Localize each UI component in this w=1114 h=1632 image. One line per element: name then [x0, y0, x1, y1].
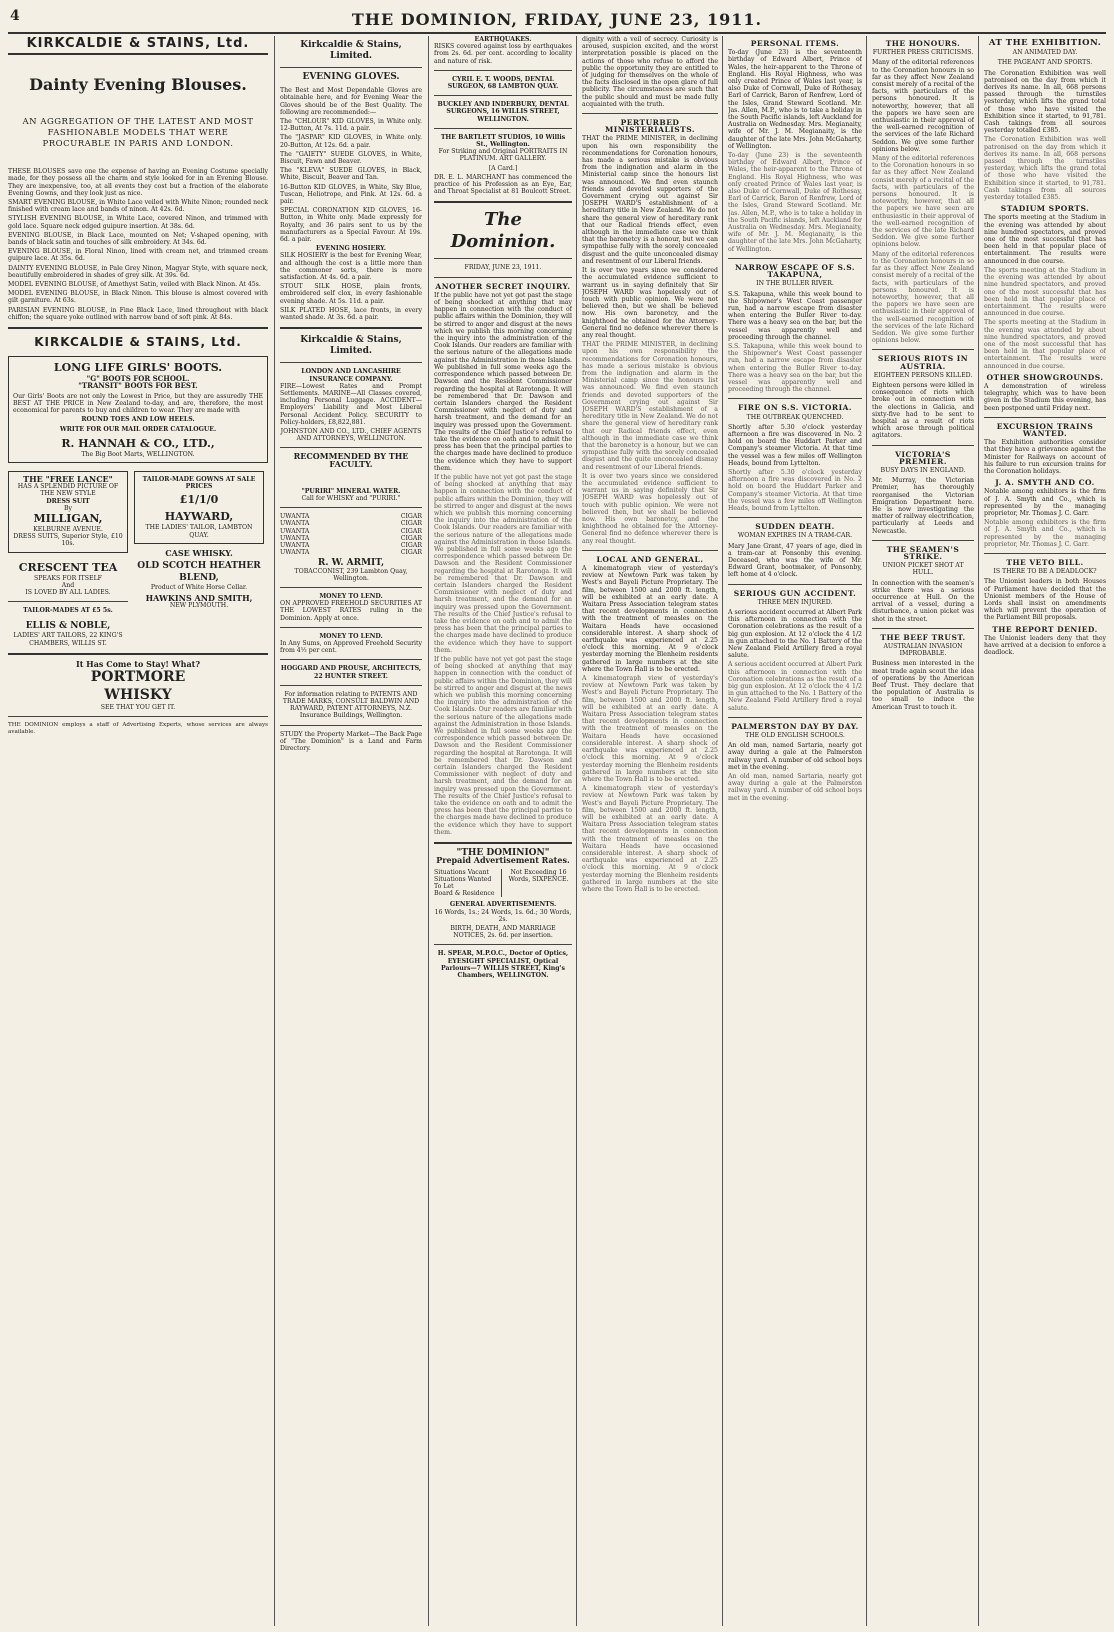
- kirkcaldie-brand: KIRKCALDIE & STAINS, Ltd.: [26, 36, 250, 51]
- rates-table: [434, 869, 572, 898]
- columns: [8, 36, 1106, 1626]
- blouses-intro: AN AGGREGATION OF THE LATEST AND MOST FASHIONABLE MODELS THAT WERE PROCURABLE IN PARIS AND LONDON.: [22, 117, 254, 150]
- whisky: WHISKY: [104, 686, 172, 703]
- riots-sub: EIGHTEEN PERSONS KILLED.: [873, 371, 973, 379]
- divider: [280, 67, 422, 68]
- crescent-ad: [8, 561, 128, 597]
- beef-sub: AUSTRALIAN INVASION IMPROBABLE.: [883, 643, 963, 658]
- pageant-body: The Coronation Exhibition was well patronised on the day from which it derives its name. In all, 668 persons passed through the turnstiles yesterday, which lifts the grand total of those who have visited the Exhibition since it started, to 91,781. Cash takings from all sources yesterday totalled £385.: [984, 136, 1106, 202]
- blouse-item: DAINTY EVENING BLOUSE, in Pale Grey Ninon, Magyar Style, with square neck, beautifully embroidered in shades of grey silk. At 39s. 6d.: [8, 264, 268, 279]
- column-4: [582, 36, 718, 1626]
- ellis-sub: LADIES' ART TAILORS, 22 KING'S CHAMBERS, WILLIS ST.: [13, 632, 123, 647]
- boots-firm: R. HANNAH & CO., LTD.,: [61, 436, 215, 450]
- armit-sub: TOBACCONIST, 239 Lambton Quay, Wellington.: [294, 567, 408, 582]
- personal-body: To-day (June 23) is the seventeenth birthday of Edward Albert, Prince of Wales, the heir-apparent to the Throne of England. His Royal Highness, who was only created Prince of Wales last year, is also Duke of Cornwall, Duke of Rothesay, Earl of Carrick, Baron of Renfrew, Lord of the Isles, Grand Steward Scotland. Mr. Jas. Allen, M.P., who is to take a holiday in the South Pacific islands, left Auckland for Australia on Wednesday. Mrs. Megianaity, wife of Mr. J. M. Megianaity, is the daughter of the late Mrs. John McGaharty, of Wellington.: [728, 152, 862, 253]
- see-that-you-get: SEE THAT YOU GET IT.: [100, 703, 176, 711]
- divider: [872, 349, 974, 350]
- divider: [280, 327, 422, 329]
- scotch: OLD SCOTCH HEATHER BLEND,: [137, 560, 261, 583]
- cigar-label: CIGAR: [400, 534, 422, 542]
- local-body: A kinematograph view of yesterday's review at Newtown Park was taken by West's and Bayeli Picture Proprietary. The film, between 1500 and 2000 ft. length, will be exhibited at an early date. A Waitara Press Association telegram states that recent developments in connection with the treatment of measles on the Waitara Heads have occasioned considerable interest. A sharp shock of earthquake was experienced at 2.25 o'clock this morning. At 9 o'clock yesterday morning the Blenheim residents gathered in large numbers at the site where the Town Hall is to be erected.: [582, 565, 718, 673]
- marchant: DR. E. L. MARCHANT has commenced the practice of his Profession as an Eye, Ear, and Throat Specialist at 81 Boulcott Street.: [434, 173, 572, 196]
- column-7: [984, 36, 1106, 1626]
- column-rule: [866, 36, 867, 1626]
- seamen-body: In connection with the seamen's strike there was a serious occurrence at Hull. On the arrival of a vessel, during a disturbance, a union picket was shot in the street.: [872, 579, 974, 623]
- rates-sub: Prepaid Advertisement Rates.: [436, 855, 570, 866]
- blouse-item: STYLISH EVENING BLOUSE, in White Lace, covered Ninon, and trimmed with gold lace. Square neck edged guipure insertion. At 38s. 6d.: [8, 215, 268, 230]
- milligan-address: KELBURNE AVENUE.: [33, 525, 103, 533]
- glove-item: The "GAIETY" SUEDE GLOVES, in White, Biscuit, Fawn and Beaver.: [280, 150, 422, 166]
- divider: [728, 517, 862, 518]
- boots-sub-1: "G" BOOTS FOR SCHOOL.: [86, 374, 190, 384]
- tailor-title: TAILOR-MADE GOWNS AT SALE PRICES: [142, 475, 256, 491]
- divider: [728, 717, 862, 718]
- dentist-1: CYRIL E. T. WOODS, DENTAL SURGEON, 68 LAMBTON QUAY.: [447, 75, 559, 91]
- divider: [8, 601, 128, 602]
- glove-item: The "KLEVA" SUEDE GLOVES, in Black, White, Biscuit, Beaver and Tan.: [280, 167, 422, 182]
- column-6: [872, 36, 974, 1626]
- footnote: THE DOMINION employs a staff of Advertising Experts, whose services are always available.: [8, 722, 268, 735]
- blouse-item: EVENING BLOUSE, in Black Lace, mounted on Net; V-shaped opening, with bands of black satin and touches of silk embroidery. At 34s. 6d.: [8, 231, 268, 247]
- divider: [434, 944, 572, 945]
- stadium-body: The sports meeting at the Stadium in the evening was attended by about nine hundred spectators, and proved one of the most successful that has been held in that popular place of entertainment. The results were announced in due course.: [984, 214, 1106, 265]
- stadium-body: The sports meeting at the Stadium in the evening was attended by about nine hundred spectators, and proved one of the most successful that has been held in that popular place of entertainment. The results were announced in due course.: [984, 266, 1106, 318]
- kirkcaldie-brand-4: Kirkcaldie & Stains, Limited.: [300, 335, 402, 357]
- rate-item: To Let: [434, 882, 454, 890]
- come-to-stay: It Has Come to Stay! What?: [75, 658, 201, 669]
- freelance-body: HAS A SPLENDID PICTURE OF THE NEW STYLE: [17, 483, 119, 498]
- divider: [728, 258, 862, 259]
- dominion-nameplate: The Dominion.: [450, 209, 556, 253]
- divider: [434, 277, 572, 278]
- divider: [280, 659, 422, 660]
- recommended: RECOMMENDED BY THE FACULTY.: [293, 451, 409, 469]
- honours-body: Many of the editorial references to the Coronation honours in so far as they affect New Zealand consist merely of a recital of the facts, with particulars of the persons honoured. It is noteworthy, however, that all the papers we have seen are enthusiastic in their approval of the well-earned recognition of the services of the late Richard Seddon. We give some further opinions below.: [872, 59, 974, 153]
- perturbed-heading: PERTURBED MINISTERIALISTS.: [605, 118, 695, 135]
- perturbed-body-2: It is over two years since we considered the accumulated evidence sufficient to warrant us in saying definitely that Sir JOSEPH WARD was hopelessly out of touch with public opinion. We were not believed then, but we shall be believed now. His own baronetcy, and the knighthood he obtained for the Attorney-General find no defence wherever there is any real thought.: [582, 472, 718, 545]
- crescent-sub-2: And: [61, 581, 75, 589]
- blouse-item: EVENING BLOUSE, in Floral Ninon, lined with cream net, and trimmed cream guipure lace. At 35s. 6d.: [8, 248, 268, 263]
- cigar-label: CIGAR: [400, 549, 422, 557]
- crescent-sub-1: SPEAKS FOR ITSELF: [34, 574, 102, 582]
- insurance-body: FIRE—Lowest Rates and Prompt Settlements. MARINE—All Classes covered, including Personal Luggage. ACCIDENT—Employers' Liability and Most Liberal Personal Accident Policy. SECURITY to Policy-holders, £8,822,881.: [280, 382, 422, 426]
- excursion-body: The Exhibition authorities consider that they have a grievance against the Minister for Railways on account of his failure to run excursion trains for the Coronation holidays.: [984, 439, 1106, 475]
- insurance-agents: JOHNSTON AND CO., LTD., CHIEF AGENTS AND ATTORNEYS, WELLINGTON.: [280, 427, 422, 443]
- puriri-call: Call for WHISKY and "PURIRI.": [301, 494, 401, 502]
- blouse-item: MODEL EVENING BLOUSE, in Black Ninon. This blouse is almost covered with gilt garniture. At 63s.: [8, 290, 268, 305]
- divider: [984, 553, 1106, 554]
- studios: THE BARTLETT STUDIOS, 10 Willis St., Wellington.: [440, 133, 566, 149]
- newspaper-title: THE DOMINION, FRIDAY, JUNE 23, 1911.: [351, 9, 763, 29]
- crescent-sub-3: IS LOVED BY ALL LADIES.: [25, 588, 111, 596]
- honours-body: Many of the editorial references to the Coronation honours in so far as they affect New Zealand consist merely of a recital of the facts, with particulars of the persons honoured. It is noteworthy, however, that all the papers we have seen are enthusiastic in their approval of the well-earned recognition of the services of the late Richard Seddon. We give some further opinions below.: [872, 250, 974, 345]
- smyth-heading: J. A. SMYTH AND CO.: [995, 478, 1095, 488]
- column-5: [728, 36, 862, 1626]
- exhibition-sub: AN ANIMATED DAY.: [1012, 49, 1078, 57]
- editorial-body: If the public have not yet got past the stage of being shocked at anything that may happen in connection with the conduct of public affairs within the Dominion, they will be stirred to anger and disgust at the news which we publish this morning concerning the inquiry into the administration of the Cook Islands. Our readers are familiar with the serious nature of the allegations made against the Administration in those Islands. We published in full some weeks ago the correspondence which passed between Dr. Dawson and the Resident Commissioner regarding the hospital at Rarotonga. It will be remembered that Dr. Dawson and certain Islanders charged the Resident Commissioner with neglect of duty and harsh treatment, and the demand for an inquiry was pressed upon the Government. The results of the Chief Justice's refusal to take the evidence on oath and to admit the press has been that the principal parties to the charges made have declined to produce the evidence which they have to support them.: [434, 291, 572, 472]
- money-heading: MONEY TO LEND.: [319, 592, 383, 600]
- fire-heading: FIRE ON S.S. VICTORIA.: [737, 403, 853, 413]
- column-rule: [576, 36, 577, 1626]
- divider: [280, 725, 422, 726]
- gun-heading: SERIOUS GUN ACCIDENT.: [733, 588, 857, 598]
- divider: [434, 842, 572, 844]
- column-rule: [274, 36, 275, 1626]
- insurance-heading: LONDON AND LANCASHIRE INSURANCE COMPANY.: [301, 368, 401, 383]
- small-ads-row: [8, 467, 268, 647]
- cigar-label: CIGAR: [400, 541, 422, 549]
- uwanta-label: UWANTA: [280, 527, 310, 535]
- divider: [582, 113, 718, 114]
- fire-sub: THE OUTBREAK QUENCHED.: [746, 413, 844, 421]
- boots-catalogue: WRITE FOR OUR MAIL ORDER CATALOGUE.: [59, 426, 217, 434]
- divider: [8, 327, 268, 329]
- hayward: HAYWARD,: [164, 510, 234, 524]
- divider: [280, 507, 422, 508]
- small-ads-right: [134, 467, 264, 647]
- report-body: The Unionist leaders deny that they have arrived at a decision to enforce a deadlock.: [984, 634, 1106, 657]
- rate-item: Situations Vacant: [434, 868, 489, 876]
- takapuna-body: S.S. Takapuna, while this week bound to the Shipowner's West Coast passenger run, had a narrow escape from disaster when entering the Buller River to-day. There was a heavy sea on the bar, but the vessel was apparently well and proceeding through the channel.: [728, 342, 862, 394]
- hosiery-item: STOUT SILK HOSE, plain fronts, embroidered self clox, in every fashionable evening shade. At 5s. 11d. a pair.: [280, 283, 422, 305]
- other-heading: OTHER SHOWGROUNDS.: [986, 372, 1104, 382]
- uwanta-label: UWANTA: [280, 549, 310, 557]
- uwanta-label: UWANTA: [280, 534, 310, 542]
- uwanta-label: UWANTA: [280, 513, 310, 521]
- dentist-2: BUCKLEY AND INDERBURY, DENTAL SURGEONS, 16 WILLIS STREET, WELLINGTON.: [437, 101, 569, 123]
- honours-heading: THE HONOURS.: [885, 39, 961, 48]
- stadium-heading: STADIUM SPORTS.: [1000, 204, 1090, 214]
- veto-body: The Unionist leaders in both Houses of Parliament have decided that the Unionist members of the House of Lords shall insist on amendments which will prevent the operation of the Parliament Bill proposals.: [984, 578, 1106, 622]
- boots-toes: ROUND TOES AND LOW HEELS.: [81, 416, 195, 424]
- spear: H. SPEAR, M.P.O.C., Doctor of Optics, EYESIGHT SPECIALIST, Optical Parlours—7 WILLIS STREET, King's Chambers, WELLINGTON.: [437, 950, 569, 979]
- divider: [8, 716, 268, 717]
- tailor-price: £1/1/0: [179, 493, 219, 507]
- sudden-body: Mary Jane Grant, 47 years of age, died in a tram-car at Ponsonby this evening. Deceased, who was the wife of Mr. Edward Grant, bootmaker, of Ponsonby, left home at 4 o'clock.: [728, 542, 862, 579]
- hosiery-item: SILK HOSIERY is the best for Evening Wear, and although the cost is a little more than the commoner sorts, there is more satisfaction. At 4s. 6d. a pair.: [280, 252, 422, 282]
- local-heading: LOCAL AND GENERAL.: [596, 554, 704, 564]
- gun-sub: THREE MEN INJURED.: [757, 598, 833, 606]
- blouse-item: SMART EVENING BLOUSE, in White Lace veiled with White Ninon; rounded neck finished with cream lace and bands of ninon. At 42s. 6d.: [8, 199, 268, 214]
- column-rule: [428, 36, 429, 1626]
- veto-heading: THE VETO BILL.: [1006, 558, 1084, 567]
- cigar-label: CIGAR: [400, 527, 422, 535]
- blouses-body: THESE BLOUSES save one the expense of having an Evening Costume specially made, for they possess all the charm and style looked for in an Evening Blouse. They are inexpensive, too, at all events they cost but a fraction of the elaborate Evening Gowns, and they look just as nice.: [8, 168, 268, 197]
- portmore: PORTMORE: [90, 668, 186, 685]
- gun-body: A serious accident occurred at Albert Park this afternoon in connection with the Coronation celebrations as the result of a big gun explosion. At 12 o'clock the 4 1/2 in gun attached to the No. 1 Battery of the New Zealand Field Artillery fired a royal salute.: [728, 609, 862, 660]
- uwanta-label: UWANTA: [280, 520, 310, 528]
- freelance-by: By: [63, 504, 73, 512]
- dateline: FRIDAY, JUNE 23, 1911.: [464, 264, 542, 272]
- personal-body: To-day (June 23) is the seventeenth birthday of Edward Albert, Prince of Wales, the heir-apparent to the Throne of England. His Royal Highness, who was only created Prince of Wales last year, is also Duke of Cornwall, Duke of Rothesay, Earl of Carrick, Baron of Renfrew, Lord of the Isles, Grand Steward Scotland. Mr. Jas. Allen, M.P., who is to take a holiday in the South Pacific islands, left Auckland for Australia on Wednesday. Mrs. Megianaity, wife of Mr. J. M. Megianaity, is the daughter of the late Mrs. John McGaharty, of Wellington.: [728, 49, 862, 150]
- hayward-sub: THE LADIES' TAILOR, LAMBTON QUAY.: [145, 524, 253, 539]
- boots-ad: [8, 356, 268, 463]
- rates-left: [434, 869, 501, 898]
- money-body: ON APPROVED FREEHOLD SECURITIES AT THE LOWEST RATES ruling in the Dominion. Apply at once.: [280, 600, 422, 622]
- gun-body: A serious accident occurred at Albert Park this afternoon in connection with the Coronation celebrations as the result of a big gun explosion. At 12 o'clock the 4 1/2 in gun attached to the No. 1 Battery of the New Zealand Field Artillery fired a royal salute.: [728, 661, 862, 712]
- smyth-body: Notable among exhibitors is the firm of J. A. Smyth and Co., which is represented by the managing proprietor, Mr. Thomas J. C. Garr.: [984, 519, 1106, 548]
- gloves-heading: EVENING GLOVES.: [302, 72, 400, 82]
- birth-notices: BIRTH, DEATH, AND MARRIAGE NOTICES, 2s. 6d. per insertion.: [450, 924, 556, 940]
- freelance-ad: [8, 471, 128, 553]
- uwanta-label: UWANTA: [280, 541, 310, 549]
- hawkins-sub: NEW PLYMOUTH.: [169, 602, 229, 610]
- fire-body: Shortly after 5.30 o'clock yesterday afternoon a fire was discovered in No. 2 hold on board the Huddart Parker and Company's steamer Victoria. At that time the vessel was a few miles off Wellington Heads, bound from Lyttelton.: [728, 423, 862, 467]
- divider: [280, 587, 422, 588]
- report-heading: THE REPORT DENIED.: [992, 624, 1098, 634]
- column-2: [280, 36, 422, 1626]
- perturbed-body: THAT the PRIME MINISTER, in declining upon his own responsibility the recommendations for Coronation honours, has made a serious mistake is obvious from the indignation and alarm in the Ministerial camp since the honours list was announced. We find even staunch friends and devoted supporters of the Government crying out against Sir JOSEPH WARD'S establishment of a hereditary title in New Zealand. We do not share the general view of hereditary rank that our Radical friends effect, even although in the immediate case we think that the baronetcy is a honour, but we can sympathise fully with the sorely concealed disgust and the quite unconcealed dismay and resentment of our Liberal friends.: [582, 341, 718, 471]
- fire-body: Shortly after 5.30 o'clock yesterday afternoon a fire was discovered in No. 2 hold on board the Huddart Parker and Company's steamer Victoria. At that time the vessel was a few miles off Wellington Heads, bound from Lyttelton.: [728, 468, 862, 512]
- divider: [434, 201, 572, 203]
- honours-body: Many of the editorial references to the Coronation honours in so far as they affect New Zealand consist merely of a recital of the facts, with particulars of the persons honoured. It is noteworthy, however, that all the papers we have seen are enthusiastic in their approval of the well-earned recognition of the services of the late Richard Seddon. We give some further opinions below.: [872, 155, 974, 249]
- studios-sub: For Striking and Original PORTRAITS IN PLATINUM. ART GALLERY.: [438, 148, 568, 163]
- takapuna-heading: NARROW ESCAPE OF S.S. TAKAPUNA,: [734, 262, 856, 280]
- editorial-heading: ANOTHER SECRET INQUIRY.: [435, 281, 571, 291]
- special-gloves: SPECIAL CORONATION KID GLOVES, 16-Button, in White only. Made expressly for Royalty, and 36 pairs sent to us by the manufacturers as a Special Favour. At 19s. 6d. a pair.: [280, 207, 422, 244]
- palmerston-heading: PALMERSTON DAY BY DAY.: [731, 721, 859, 731]
- earthquakes-body: RISKS covered against loss by earthquakes from 2s. 6d. per cent. according to locality and nature of risk.: [434, 43, 572, 65]
- small-ads-left: [8, 467, 128, 647]
- personal-heading: PERSONAL ITEMS.: [750, 39, 840, 48]
- victoria-sub: BUSY DAYS IN ENGLAND.: [880, 466, 966, 474]
- divider: [434, 70, 572, 71]
- tailor2-title: TAILOR-MADES AT £5 5s.: [23, 607, 113, 615]
- scotch-sub: Product of White Horse Cellar.: [150, 583, 248, 591]
- riots-body: Eighteen persons were killed in consequence of riots which broke out in connection with the elections in Galicia, and sixty-five had to be sent to hospital as a result of riots which arose through political agitators.: [872, 381, 974, 440]
- freelance-dress: DRESS SUIT: [46, 497, 90, 505]
- study-notice: STUDY the Property Market—The Back Page of "The Dominion" is a Land and Farm Directory.: [280, 730, 422, 753]
- victoria-heading: VICTORIA'S PREMIER.: [895, 449, 951, 466]
- general-ads: GENERAL ADVERTISEMENTS.: [449, 901, 557, 909]
- excursion-heading: EXCURSION TRAINS WANTED.: [996, 421, 1094, 438]
- boots-body: Our Girls' Boots are not only the Lowest in Price, but they are assuredly THE BEST AT THE PRICE in New Zealand to-day, and are, therefore, the most economical for parents to buy and children to wear. They are made with: [13, 392, 263, 415]
- column-3: [434, 36, 572, 1626]
- money-body-2: In Any Sums, on Approved Freehold Security from 4½ per cent.: [280, 639, 422, 655]
- ellis: ELLIS & NOBLE,: [25, 621, 111, 632]
- smyth-body: Notable among exhibitors is the firm of J. A. Smyth and Co., which is represented by the managing proprietor, Mr. Thomas J. C. Garr.: [984, 488, 1106, 517]
- sudden-sub: WOMAN EXPIRES IN A TRAM-CAR.: [737, 532, 853, 540]
- stadium-body: The sports meeting at the Stadium in the evening was attended by about nine hundred spectators, and proved one of the most successful that has been held in that popular place of entertainment. The results were announced in due course.: [984, 319, 1106, 370]
- blouse-item: PARISIAN EVENING BLOUSE, in Fine Black Lace, lined throughout with black chiffon; the square yoke outlined with narrow band of soft pink. At 84s.: [8, 306, 268, 321]
- divider: [8, 653, 268, 655]
- divider: [434, 95, 572, 96]
- palmerston-body: An old man, named Sartaria, nearly got away during a gale at the Palmerston railway yard. A number of old school boys met in the evening.: [728, 742, 862, 771]
- divider: [434, 128, 572, 129]
- local-body: A kinematograph view of yesterday's review at Newtown Park was taken by West's and Bayeli Picture Proprietary. The film, between 1500 and 2000 ft. length, will be exhibited at an early date. A Waitara Press Association telegram states that recent developments in connection with the treatment of measles on the Waitara Heads have occasioned considerable interest. A sharp shock of earthquake was experienced at 2.25 o'clock this morning. At 9 o'clock yesterday morning the Blenheim residents gathered in large numbers at the site where the Town Hall is to be erected.: [582, 675, 718, 783]
- divider: [280, 627, 422, 628]
- hosiery-heading: EVENING HOSIERY.: [316, 245, 386, 253]
- rate-item: Board & Residence: [434, 890, 495, 898]
- page-number: 4: [10, 8, 20, 24]
- hawkins: HAWKINS AND SMITH,: [145, 593, 253, 604]
- pageant-body: The Coronation Exhibition was well patronised on the day from which it derives its name. In all, 668 persons passed through the turnstiles yesterday, which lifts the grand total of those who have visited the Exhibition since it started, to 91,781. Cash takings from all sources yesterday totalled £385.: [984, 69, 1106, 135]
- crescent-title: CRESCENT TEA: [18, 560, 118, 574]
- hoggard: HOGGARD AND PROUSE, ARCHITECTS, 22 HUNTER STREET.: [280, 665, 422, 680]
- seamen-sub: UNION PICKET SHOT AT HULL.: [882, 562, 964, 577]
- beef-heading: THE BEEF TRUST.: [880, 632, 966, 642]
- glove-item: The "JASPAR" KID GLOVES, in White only. 20-Button, At 12s. 6d. a pair.: [280, 134, 422, 149]
- armit: R. W. ARMIT,: [317, 558, 385, 569]
- milligan: MILLIGAN,: [33, 511, 103, 525]
- whisky-ad: [134, 547, 264, 610]
- divider: [872, 445, 974, 446]
- divider: [280, 362, 422, 363]
- editorial-body: If the public have not yet got past the stage of being shocked at anything that may happen in connection with the conduct of public affairs within the Dominion, they will be stirred to anger and disgust at the news which we publish this morning concerning the inquiry into the administration of the Cook Islands. Our readers are familiar with the serious nature of the allegations made against the Administration in those Islands. We published in full some weeks ago the correspondence which passed between Dr. Dawson and the Resident Commissioner regarding the hospital at Rarotonga. It will be remembered that Dr. Dawson and certain Islanders charged the Resident Commissioner with neglect of duty and harsh treatment, and the demand for an inquiry was pressed upon the Government. The results of the Chief Justice's refusal to take the evidence on oath and to admit the press has been that the principal parties to the charges made have declined to produce the evidence which they have to support them.: [434, 473, 572, 654]
- divider: [582, 550, 718, 551]
- glove-item: The "CHLOUR" KID GLOVES, in White only. 12-Button, At 7s. 11d. a pair.: [280, 118, 422, 133]
- boots-heading: LONG LIFE GIRLS' BOOTS.: [53, 361, 223, 375]
- sudden-heading: SUDDEN DEATH.: [755, 522, 835, 532]
- takapuna-sub: IN THE BULLER RIVER.: [756, 280, 834, 288]
- patents: For information relating to PATENTS AND TRADE MARKS, CONSULT BALDWIN AND RAYWARD, PATENT ATTORNEYS, N.Z. Insurance Buildings, Wellington.: [282, 690, 420, 720]
- seamen-heading: THE SEAMEN'S STRIKE.: [886, 544, 960, 561]
- divider: [872, 628, 974, 629]
- kirkcaldie-brand-2: KIRKCALDIE & STAINS, Ltd.: [34, 335, 242, 350]
- divider: [728, 584, 862, 585]
- uwanta-cigar-list: [280, 513, 422, 556]
- local-body: A kinematograph view of yesterday's review at Newtown Park was taken by West's and Bayeli Picture Proprietary. The film, between 1500 and 2000 ft. length, will be exhibited at an early date. A Waitara Press Association telegram states that recent developments in connection with the treatment of measles on the Waitara Heads have occasioned considerable interest. A sharp shock of earthquake was experienced at 2.25 o'clock this morning. At 9 o'clock yesterday morning the Blenheim residents gathered in large numbers at the site where the Town Hall is to be erected.: [582, 785, 718, 893]
- divider: [280, 685, 422, 686]
- victoria-body: Mr. Murray, the Victorian Premier, has thoroughly reorganised the Victorian Emigration Department here. He is now investigating the matter of railway electrification, particularly at Leeds and Newcastle.: [872, 477, 974, 535]
- perturbed-body: THAT the PRIME MINISTER, in declining upon his own responsibility the recommendations for Coronation honours, has made a serious mistake is obvious from the indignation and alarm in the Ministerial camp since the honours list was announced. We find even staunch friends and devoted supporters of the Government crying out against Sir JOSEPH WARD'S establishment of a hereditary title in New Zealand. We do not share the general view of hereditary rank that our Radical friends effect, even although in the immediate case we think that the baronetcy is a honour, but we can sympathise fully with the sorely concealed disgust and the quite unconcealed dismay and resentment of our Liberal friends.: [582, 135, 718, 265]
- column-1: [8, 36, 268, 1626]
- glove-item: 16-Button KID GLOVES, in White, Sky Blue, Tuscan, Heliotrope, and Pink. At 12s. 6d. a pair.: [280, 183, 422, 206]
- case-whisky: CASE WHISKY.: [165, 547, 233, 558]
- rates-right: Not Exceeding 16 Words, SIXPENCE.: [501, 869, 572, 898]
- column-rule: [722, 36, 723, 1626]
- divider: [280, 447, 422, 448]
- divider: [434, 258, 572, 259]
- palmerston-sub: THE OLD ENGLISH SCHOOLS.: [745, 732, 845, 740]
- hosiery-item: SILK PLATED HOSE, lace fronts, in every wanted shade. At 3s. 6d. a pair.: [280, 306, 422, 322]
- earthquakes-heading: EARTHQUAKES.: [474, 36, 532, 43]
- tailor-ad: [134, 471, 264, 544]
- masthead: [8, 6, 1106, 34]
- kirkcaldie-brand-3: Kirkcaldie & Stains, Limited.: [300, 40, 402, 61]
- palmerston-body: An old man, named Sartaria, nearly got away during a gale at the Palmerston railway yard. A number of old school boys met in the evening.: [728, 773, 862, 802]
- boots-firm-sub: The Big Boot Marts, WELLINGTON.: [81, 450, 195, 458]
- riots-heading: SERIOUS RIOTS IN AUSTRIA.: [877, 354, 969, 371]
- boots-sub-2: "TRANSIT" BOOTS FOR BEST.: [78, 381, 198, 391]
- freelance-title: THE "FREE LANCE": [23, 473, 113, 484]
- exhibition-heading: AT THE EXHIBITION.: [988, 38, 1102, 48]
- divider: [984, 417, 1106, 418]
- editorial-body: If the public have not yet got past the stage of being shocked at anything that may happen in connection with the conduct of public affairs within the Dominion, they will be stirred to anger and disgust at the news which we publish this morning concerning the inquiry into the administration of the Cook Islands. Our readers are familiar with the serious nature of the allegations made against the Administration in those Islands. We published in full some weeks ago the correspondence which passed between Dr. Dawson and the Resident Commissioner regarding the hospital at Rarotonga. It will be remembered that Dr. Dawson and certain Islanders charged the Resident Commissioner with neglect of duty and harsh treatment, and the demand for an inquiry was pressed upon the Government. The results of the Chief Justice's refusal to take the evidence on oath and to admit the press has been that the principal parties to the charges made have declined to produce the evidence which they have to support them.: [434, 656, 572, 836]
- milligan-price: DRESS SUITS, Superior Style, £10 10s.: [13, 533, 123, 548]
- blouses-heading: Dainty Evening Blouses.: [29, 75, 247, 95]
- money-heading-2: MONEY TO LEND.: [319, 632, 383, 640]
- cigar-label: CIGAR: [400, 513, 422, 521]
- honours-sub: FURTHER PRESS CRITICISMS.: [872, 49, 974, 57]
- cigar-label: CIGAR: [400, 520, 422, 528]
- editorial-continued: dignity with a veil of secrecy. Curiosity is aroused, suspicion excited, and the worst interpretation possible is placed on the actions of those who refuse to afford the public the opportunity they are entitled to of judging for themselves on the whole of the facts disclosed in the open glare of full publicity. The circumstances are such that the public should and must be made fully acquainted with the truth.: [582, 36, 718, 108]
- divider: [8, 53, 268, 55]
- divider: [872, 540, 974, 541]
- beef-body: Business men interested in the meat trade again scout the idea of operations by the American Beef Trust. They declare that the population of Australia is too small to induce the American Trust to touch it.: [872, 660, 974, 711]
- perturbed-body-2: It is over two years since we considered the accumulated evidence sufficient to warrant us in saying definitely that Sir JOSEPH WARD was hopelessly out of touch with public opinion. We were not believed then, but we shall be believed now. His own baronetcy, and the knighthood he obtained for the Attorney-General find no defence wherever there is any real thought.: [582, 267, 718, 339]
- puriri: "PURIRI" MINERAL WATER.: [301, 487, 401, 495]
- rate-item: Situations Wanted: [434, 875, 492, 883]
- blouse-item: MODEL EVENING BLOUSE, of Amethyst Satin, veiled with Black Ninon. At 45s.: [8, 281, 261, 289]
- column-rule: [978, 36, 979, 1626]
- general-rates: 16 Words, 1s.; 24 Words, 1s. 6d.; 30 Words, 2s.: [434, 908, 572, 923]
- pageant-heading: THE PAGEANT AND SPORTS.: [997, 59, 1093, 67]
- divider: [728, 398, 862, 399]
- veto-sub: IS THERE TO BE A DEADLOCK?: [993, 568, 1097, 576]
- gloves-intro: The Best and Most Dependable Gloves are obtainable here, and for Evening Wear the Gloves should be of the Best Quality. The following are recommended:—: [280, 87, 422, 116]
- takapuna-body: S.S. Takapuna, while this week bound to the Shipowner's West Coast passenger run, had a narrow escape from disaster when entering the Buller River to-day. There was a heavy sea on the bar, but the vessel was apparently well and proceeding through the channel.: [728, 290, 862, 341]
- other-body: A demonstration of wireless telegraphy, which was to have been given in the Stadium this evening, has been postponed until Friday next.: [984, 382, 1106, 412]
- rates-heading: "THE DOMINION": [456, 848, 550, 859]
- card-label: [A Card.]: [488, 164, 518, 172]
